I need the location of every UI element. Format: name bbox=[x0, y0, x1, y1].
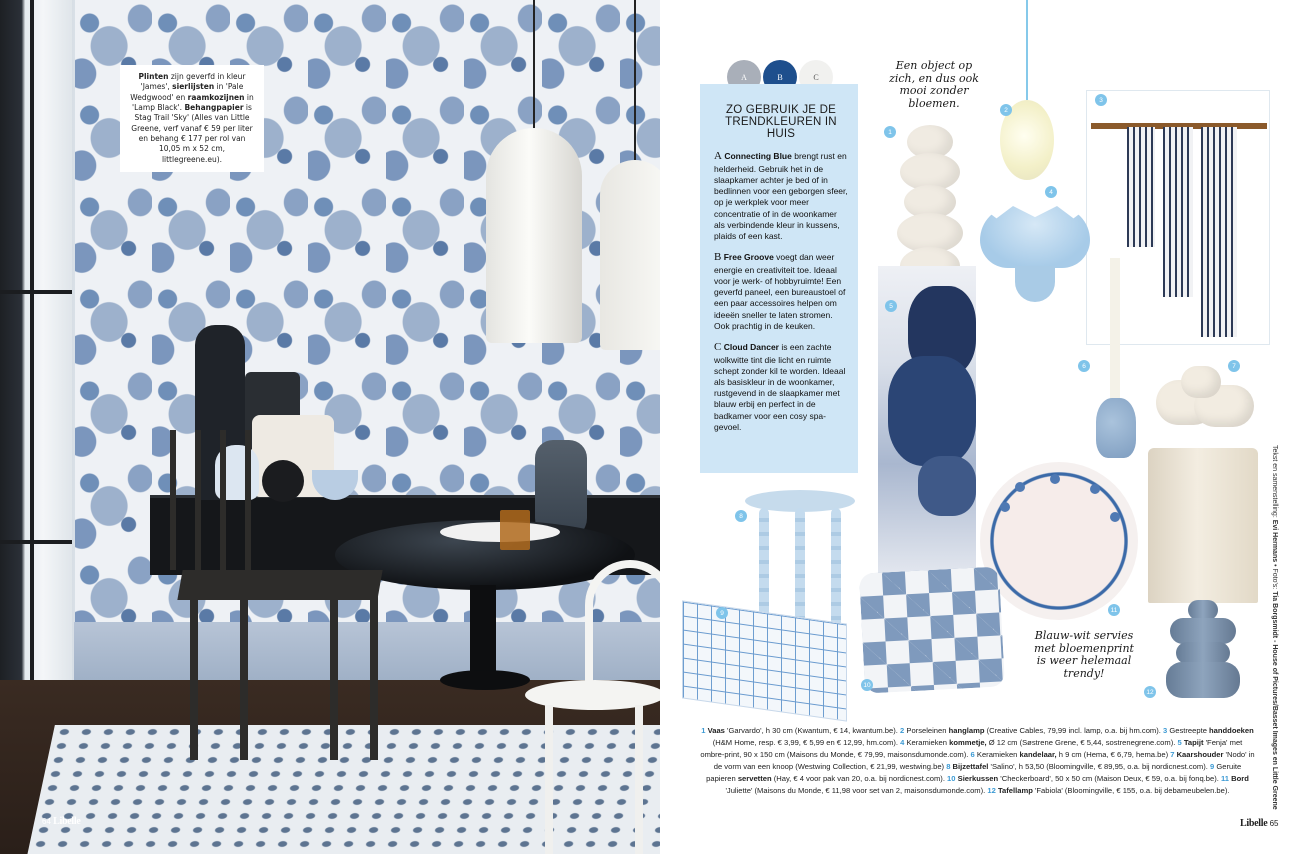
magazine-logo: Libelle bbox=[53, 816, 81, 827]
product-candle-holder bbox=[1096, 258, 1136, 458]
page-footer bbox=[1240, 818, 1278, 829]
credit-item: 12 Tafellamp 'Fabiola' (Bloomingville, € 155, o.a. bij debameubelen.be). bbox=[987, 785, 1230, 795]
pendant-lamp bbox=[486, 128, 582, 343]
product-credits bbox=[700, 725, 1255, 797]
page-number: 65 bbox=[1269, 819, 1279, 828]
pendant-lamp bbox=[600, 160, 660, 350]
credit-item: 7 Kaarshouder 'Nodo' in de vorm van een knoop (Westwing Collection, € 21,99, westwing.be) bbox=[713, 749, 1255, 771]
product-number-badge: 1 bbox=[884, 126, 896, 138]
product-knot-candle-holder bbox=[1156, 360, 1254, 430]
product-number-badge: 5 bbox=[885, 300, 897, 312]
product-number-badge: 6 bbox=[1078, 360, 1090, 372]
window bbox=[0, 0, 72, 720]
credit-item: 10 Sierkussen 'Checkerboard', 50 x 50 cm (Maison Deux, € 59, o.a. bij fonq.be). bbox=[947, 773, 1221, 783]
trend-paragraph-a: A Connecting Blue brengt rust en helderheid. Gebruik het in de slaapkamer achter je bed of in bedlinnen voor een geborgen sfeer, op je werkplek voor meer concentratie of in de woonkamer als verbindende kleur in kussens, plaids of een kast. bbox=[714, 150, 848, 242]
product-number-badge: 11 bbox=[1108, 604, 1120, 616]
handwritten-note-vase: Een object op zich, en dus ook mooi zonder bloemen. bbox=[889, 59, 979, 110]
product-checkerboard-cushion bbox=[859, 566, 1005, 693]
swatch-cloud-dancer: C bbox=[799, 60, 833, 94]
trend-colors-box bbox=[700, 84, 858, 473]
product-number-badge: 12 bbox=[1144, 686, 1156, 698]
credit-item: 2 Porseleinen hanglamp (Creative Cables, 79,99 incl. lamp, o.a. bij hm.com). bbox=[900, 726, 1163, 735]
side-credit: Tekst en samenstelling: Evi Hermans • Foto's: Tia Borgsmidt - House of Pictures/Basset Images en Little Greene bbox=[1271, 445, 1278, 810]
credit-item: 11 Bord 'Juliette' (Maisons du Monde, € 11,98 voor set van 2, maisonsdumonde.com). bbox=[725, 773, 1249, 795]
trend-paragraph-b: B Free Groove voegt dan weer energie en creativiteit toe. Ideaal voor je werk- of hobbyruimte! Een geverfd paneel, een bureaustoel of een paar accessoires helpen om ideeën sneller te laten stromen. Ook prachtig in de keuken. bbox=[714, 251, 846, 331]
product-number-badge: 2 bbox=[1000, 104, 1012, 116]
product-number-badge: 8 bbox=[735, 510, 747, 522]
product-number-badge: 7 bbox=[1228, 360, 1240, 372]
white-bentwood-chair bbox=[525, 560, 660, 854]
handwritten-note-plate: Blauw-wit servies met bloemenprint is weer helemaal trendy! bbox=[1034, 629, 1134, 680]
credit-item: 4 Keramieken kommetje, Ø 12 cm (Søstrene Grene, € 5,44, sostrenegrene.com). bbox=[900, 737, 1178, 747]
product-number-badge: 3 bbox=[1095, 94, 1107, 106]
product-number-badge: 10 bbox=[861, 679, 873, 691]
amber-glass bbox=[500, 510, 530, 550]
swatch-free-groove: A bbox=[727, 60, 761, 94]
product-vase bbox=[895, 125, 965, 285]
credit-item: 5 Tapijt 'Fenja' met ombre-print, 90 x 150 cm (Maisons du Monde, € 79,99, maisonsdumonde.com). bbox=[700, 737, 1243, 759]
product-floral-plate bbox=[980, 462, 1138, 620]
credit-item: 6 Keramieken kandelaar, h 9 cm (Hema, € 6,79, hema.be) bbox=[970, 749, 1171, 759]
product-number-badge: 9 bbox=[716, 607, 728, 619]
credit-item: 8 Bijzettafel 'Salino', h 53,50 (Bloomingville, € 89,95, o.a. bij nordicnest.com). bbox=[946, 761, 1210, 771]
credit-item: 1 Vaas 'Garvardo', h 30 cm (Kwantum, € 14, kwantum.be). bbox=[701, 726, 901, 735]
black-windsor-chair bbox=[160, 430, 390, 760]
product-ceramic-bowl bbox=[980, 206, 1090, 302]
magazine-logo: Libelle bbox=[1240, 818, 1268, 829]
page-number: 64 bbox=[42, 817, 51, 826]
trend-paragraph-c: C Cloud Dancer is een zachte wolkwitte tint die licht en ruimte schept zonder kil te worden. Ideaal als basiskleur in de woonkamer, rustgevend in de slaapkamer met blauw erbij en perfect in de badkamer voor een cosy spa-gevoel. bbox=[714, 341, 846, 432]
product-ombre-rug bbox=[878, 266, 976, 596]
trend-title: ZO GEBRUIK JE DE TRENDKLEUREN IN HUIS bbox=[725, 104, 837, 141]
page-footer bbox=[42, 816, 80, 827]
credit-item: 3 Gestreepte handdoeken (H&M Home, resp. € 3,99, € 5,99 en € 12,99, hm.com). bbox=[712, 726, 1254, 747]
swatch-connecting-blue: B bbox=[763, 60, 797, 94]
photo-caption: Plinten zijn geverfd in kleur 'James', sierlijsten in 'Pale Wedgwood' en raamkozijnen in 'Lamp Black'. Behangpapier is Stag Trail 'Sky' (Alles van Little Greene, verf vanaf € 59 per liter en behang € 177 per rol van 10,05 m x 52 cm, littlegreene.eu). bbox=[120, 65, 264, 172]
product-pendant-lamp bbox=[1000, 0, 1054, 180]
credit-item: 9 Geruite papieren servetten (Hay, € 4 voor pak van 20, o.a. bij nordicnest.com). bbox=[706, 761, 1242, 783]
product-number-badge: 4 bbox=[1045, 186, 1057, 198]
product-table-lamp bbox=[1148, 448, 1258, 703]
